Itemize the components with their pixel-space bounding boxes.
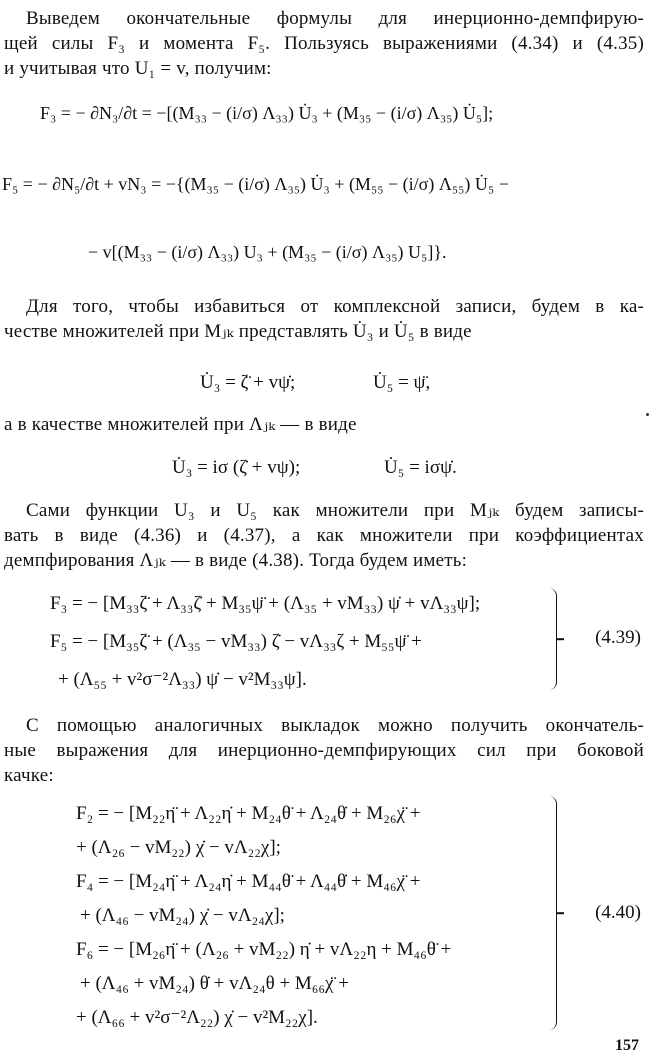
equation-440-line2: + (Λ₂₆ − vM₂₂) χ̇ − vΛ₂₂χ]; xyxy=(76,837,281,858)
brace-440 xyxy=(548,796,557,1030)
equation-439-line1: F₃ = − [M₃₃ζ̈ + Λ₃₃ζ̇ + M₃₅ψ̈ + (Λ₃₅ + vM₃₃) ψ̇ + vΛ₃₃ψ]; xyxy=(50,593,481,614)
equation-f3: F₃ = − ∂N₃/∂t = −[(M₃₃ − (i/σ) Λ₃₃) U̇₃ + (M₃₅ − (i/σ) Λ₃₅) U̇₅]; xyxy=(40,103,494,123)
paragraph-complex xyxy=(4,294,644,344)
paragraph-lateral xyxy=(4,713,644,788)
equation-440-line7: + (Λ₆₆ + v²σ⁻²Λ₂₂) χ̇ − v²M₂₂χ]. xyxy=(76,1007,318,1028)
paragraph-functions xyxy=(4,498,644,573)
text-line: честве множителей при Mⱼₖ представлять U̇₃ и U̇₅ в виде xyxy=(4,321,472,342)
equation-number-440: (4.40) xyxy=(595,902,641,923)
equation-440-line5: F₆ = − [M₂₆η̈ + (Λ₂₆ + vM₂₂) η̇ + vΛ₂₂η + M₄₆θ̈ + xyxy=(76,939,452,960)
equation-u3-dot: U̇₃ = ζ̈ + vψ̇; xyxy=(200,372,296,393)
text-line: Для того, чтобы избавиться от комплексной записи, будем в ка- xyxy=(26,296,644,317)
text-line: Выведем окончательные формулы для инерционно-демпфирую- xyxy=(26,8,644,29)
equation-u3-lambda: U̇₃ = iσ (ζ̇ + vψ); xyxy=(172,457,301,478)
equation-u5-lambda: U̇₅ = iσψ̇. xyxy=(384,457,457,478)
equation-440-line1: F₂ = − [M₂₂η̈ + Λ₂₂η̇ + M₂₄θ̈ + Λ₂₄θ̇ + M₂₆χ̈ + xyxy=(76,803,421,824)
text-line: вать в виде (4.36) и (4.37), а как множители при коэффициентах xyxy=(4,525,644,546)
equation-number-439: (4.39) xyxy=(595,627,641,648)
brace-439 xyxy=(548,588,557,690)
equation-440-line6: + (Λ₄₆ + vM₂₄) θ̇ + vΛ₂₄θ + M₆₆χ̈ + xyxy=(80,973,349,994)
paragraph-lambda xyxy=(4,412,644,437)
equation-u5-dot: U̇₅ = ψ̈, xyxy=(373,372,431,393)
text-line: ные выражения для инерционно-демпфирующих сил при боковой xyxy=(4,740,644,761)
equation-440-line3: F₄ = − [M₂₄η̈ + Λ₂₄η̇ + M₄₄θ̈ + Λ₄₄θ̇ + M₄₆χ̈ + xyxy=(76,871,421,892)
scan-speck xyxy=(646,413,649,416)
equation-f5-line2: − v[(M₃₃ − (i/σ) Λ₃₃) U₃ + (M₃₅ − (i/σ) Λ₃₅) U₅]}. xyxy=(88,242,447,262)
paragraph-intro xyxy=(4,6,644,81)
text-line: и учитывая что U₁ = v, получим: xyxy=(4,58,272,79)
equation-439-line2: F₅ = − [M₃₅ζ̈ + (Λ₃₅ − vM₃₃) ζ̇ − vΛ₃₃ζ + M₅₅ψ̈ + xyxy=(50,631,422,652)
text-line: демпфирования Λⱼₖ — в виде (4.38). Тогда будем иметь: xyxy=(4,550,468,571)
equation-440-line4: + (Λ₄₆ − vM₂₄) χ̇ − vΛ₂₄χ]; xyxy=(80,905,285,926)
equation-439-line3: + (Λ₅₅ + v²σ⁻²Λ₃₃) ψ̇ − v²M₃₃ψ]. xyxy=(58,669,307,690)
text-line: щей силы F₃ и момента F₅. Пользуясь выражениями (4.34) и (4.35) xyxy=(4,33,644,54)
text-line: а в качестве множителей при Λⱼₖ — в виде xyxy=(4,414,357,435)
text-line: качке: xyxy=(4,765,54,786)
page-number: 157 xyxy=(615,1037,639,1054)
equation-f5-line1: F₅ = − ∂N₅/∂t + vN₃ = −{(M₃₅ − (i/σ) Λ₃₅) U̇₃ + (M₅₅ − (i/σ) Λ₅₅) U̇₅ − xyxy=(2,174,509,194)
text-line: С помощью аналогичных выкладок можно получить окончатель- xyxy=(26,715,644,736)
text-line: Сами функции U₃ и U₅ как множители при Mⱼₖ будем записы- xyxy=(26,500,644,521)
